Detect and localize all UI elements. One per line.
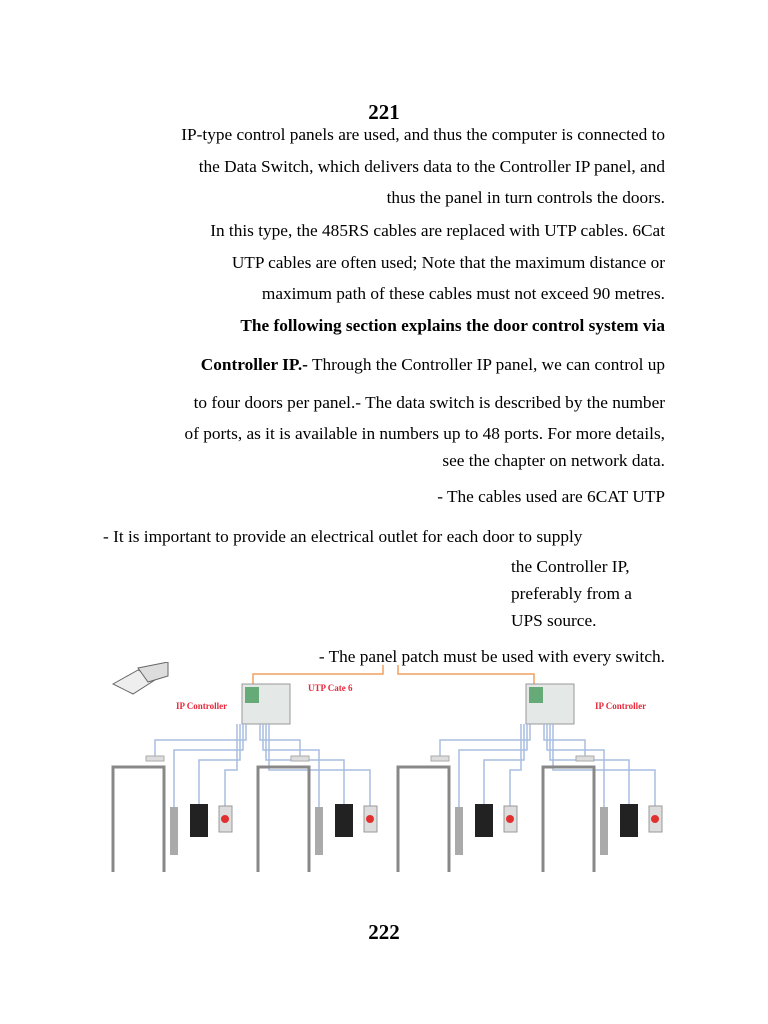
exit-button-red: [651, 815, 659, 823]
door-sensor: [291, 756, 309, 761]
door-sensor: [146, 756, 164, 761]
wire: [225, 724, 237, 806]
bold-term: Controller IP.-: [200, 355, 308, 374]
door-frame: [113, 767, 164, 872]
electric-strike: [170, 807, 178, 855]
paragraph-line: IP-type control panels are used, and thus the computer is connected to: [181, 125, 665, 144]
exit-button-red: [506, 815, 514, 823]
door-control-diagram: [108, 662, 665, 877]
paragraph-text: Through the Controller IP panel, we can control up: [307, 355, 665, 374]
wire: [550, 724, 629, 804]
wire: [484, 724, 524, 804]
cable-label: UTP Cate 6: [308, 683, 353, 693]
electric-strike: [455, 807, 463, 855]
wire: [510, 724, 521, 806]
paragraph-line: see the chapter on network data.: [442, 451, 665, 470]
door-unit: [258, 756, 377, 872]
card-reader: [475, 804, 493, 837]
doors: [113, 756, 662, 872]
door-frame: [258, 767, 309, 872]
door-sensor: [576, 756, 594, 761]
wire: [174, 724, 243, 807]
door-frame: [398, 767, 449, 872]
wire: [440, 724, 530, 756]
paragraph-line: preferably from a: [511, 584, 632, 603]
controller-label: IP Controller: [595, 701, 647, 711]
bullet-line: - The cables used are 6CAT UTP: [437, 487, 665, 506]
paragraph-line: maximum path of these cables must not exceed 90 metres.: [261, 284, 665, 303]
card-reader: [335, 804, 353, 837]
door-unit: [543, 756, 662, 872]
bullet-line: - The panel patch must be used with every switch.: [318, 647, 665, 666]
wire: [459, 724, 527, 807]
electric-strike: [315, 807, 323, 855]
card-reader: [620, 804, 638, 837]
utp-cable: [253, 665, 534, 687]
controller-label: IP Controller: [176, 701, 228, 711]
paragraph-line: UPS source.: [511, 611, 597, 630]
wire: [199, 724, 240, 804]
section-heading: The following section explains the door control system via: [240, 316, 665, 335]
page-number-bottom: 222: [368, 920, 400, 944]
bullet-line: - It is important to provide an electrical outlet for each door to supply: [103, 527, 583, 546]
paragraph-line: In this type, the 485RS cables are replaced with UTP cables. 6Cat: [210, 221, 665, 240]
paragraph-line: the Controller IP,: [511, 557, 630, 576]
card-reader: [190, 804, 208, 837]
paragraph-line: thus the panel in turn controls the doors.: [386, 188, 665, 207]
paragraph-line: of ports, as it is available in numbers up to 48 ports. For more details,: [184, 424, 665, 443]
electric-strike: [600, 807, 608, 855]
page-number-top: 221: [368, 100, 400, 124]
wire: [266, 724, 344, 804]
paragraph-line: to four doors per panel.- The data switch is described by the number: [193, 393, 665, 412]
ip-controller-left: [242, 684, 290, 724]
wire: [155, 724, 246, 756]
computer-icon: [113, 662, 168, 694]
exit-button-red: [366, 815, 374, 823]
paragraph-line: the Data Switch, which delivers data to the Controller IP panel, and: [198, 157, 665, 176]
paragraph-line: [201, 355, 665, 375]
exit-button-red: [221, 815, 229, 823]
door-sensor: [431, 756, 449, 761]
door-unit: [398, 756, 517, 872]
ip-controller-right: [526, 684, 574, 724]
door-frame: [543, 767, 594, 872]
paragraph-line: UTP cables are often used; Note that the maximum distance or: [231, 253, 665, 272]
door-unit: [113, 756, 232, 872]
